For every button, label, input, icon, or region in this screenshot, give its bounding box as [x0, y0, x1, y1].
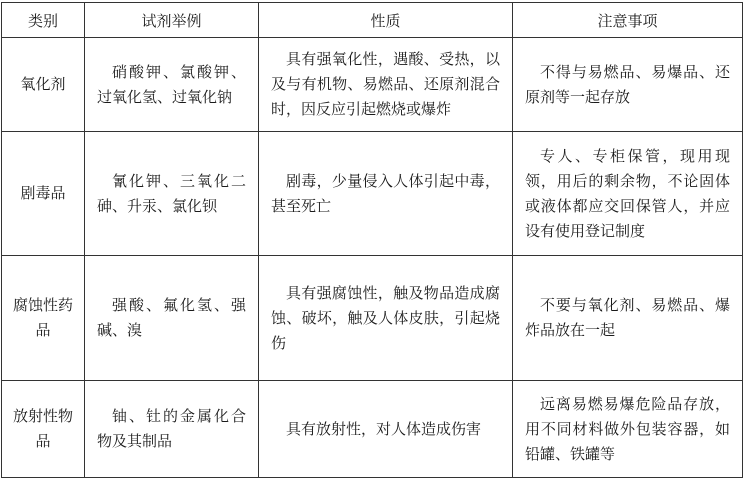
- notes-cell: 专人、专柜保管，现用现领，用后的剩余物，不论固体或液体都应交回保管人，并应设有使用登记制度: [513, 132, 743, 256]
- notes-cell: 远离易燃易爆危险品存放，用不同材料做外包装容器，如铅罐、铁罐等: [513, 381, 743, 478]
- table-row: [2, 132, 743, 256]
- examples-cell: 铀、钍的金属化合物及其制品: [85, 381, 259, 478]
- properties-cell: 具有强腐蚀性，触及物品造成腐蚀、破坏，触及人体皮肤，引起烧伤: [259, 256, 513, 381]
- category-cell: 放射性物品: [2, 381, 85, 478]
- table-row: [2, 381, 743, 478]
- reagent-safety-table: [1, 2, 743, 478]
- properties-cell: 剧毒，少量侵入人体引起中毒，甚至死亡: [259, 132, 513, 256]
- header-row: [2, 3, 743, 38]
- examples-cell: 硝酸钾、氯酸钾、过氧化氢、过氧化钠: [85, 38, 259, 132]
- properties-cell: 具有放射性，对人体造成伤害: [259, 381, 513, 478]
- notes-cell: 不要与氧化剂、易燃品、爆炸品放在一起: [513, 256, 743, 381]
- category-cell: 剧毒品: [2, 132, 85, 256]
- table-row: [2, 38, 743, 132]
- category-cell: 氧化剂: [2, 38, 85, 132]
- properties-cell: 具有强氧化性，遇酸、受热，以及与有机物、易燃品、还原剂混合时，因反应引起燃烧或爆炸: [259, 38, 513, 132]
- header-notes: 注意事项: [513, 3, 743, 38]
- header-properties: 性质: [259, 3, 513, 38]
- examples-cell: 氰化钾、三氧化二砷、升汞、氯化钡: [85, 132, 259, 256]
- header-category: 类别: [2, 3, 85, 38]
- examples-cell: 强酸、氟化氢、强碱、溴: [85, 256, 259, 381]
- header-examples: 试剂举例: [85, 3, 259, 38]
- notes-cell: 不得与易燃品、易爆品、还原剂等一起存放: [513, 38, 743, 132]
- table-row: [2, 256, 743, 381]
- category-cell: 腐蚀性药品: [2, 256, 85, 381]
